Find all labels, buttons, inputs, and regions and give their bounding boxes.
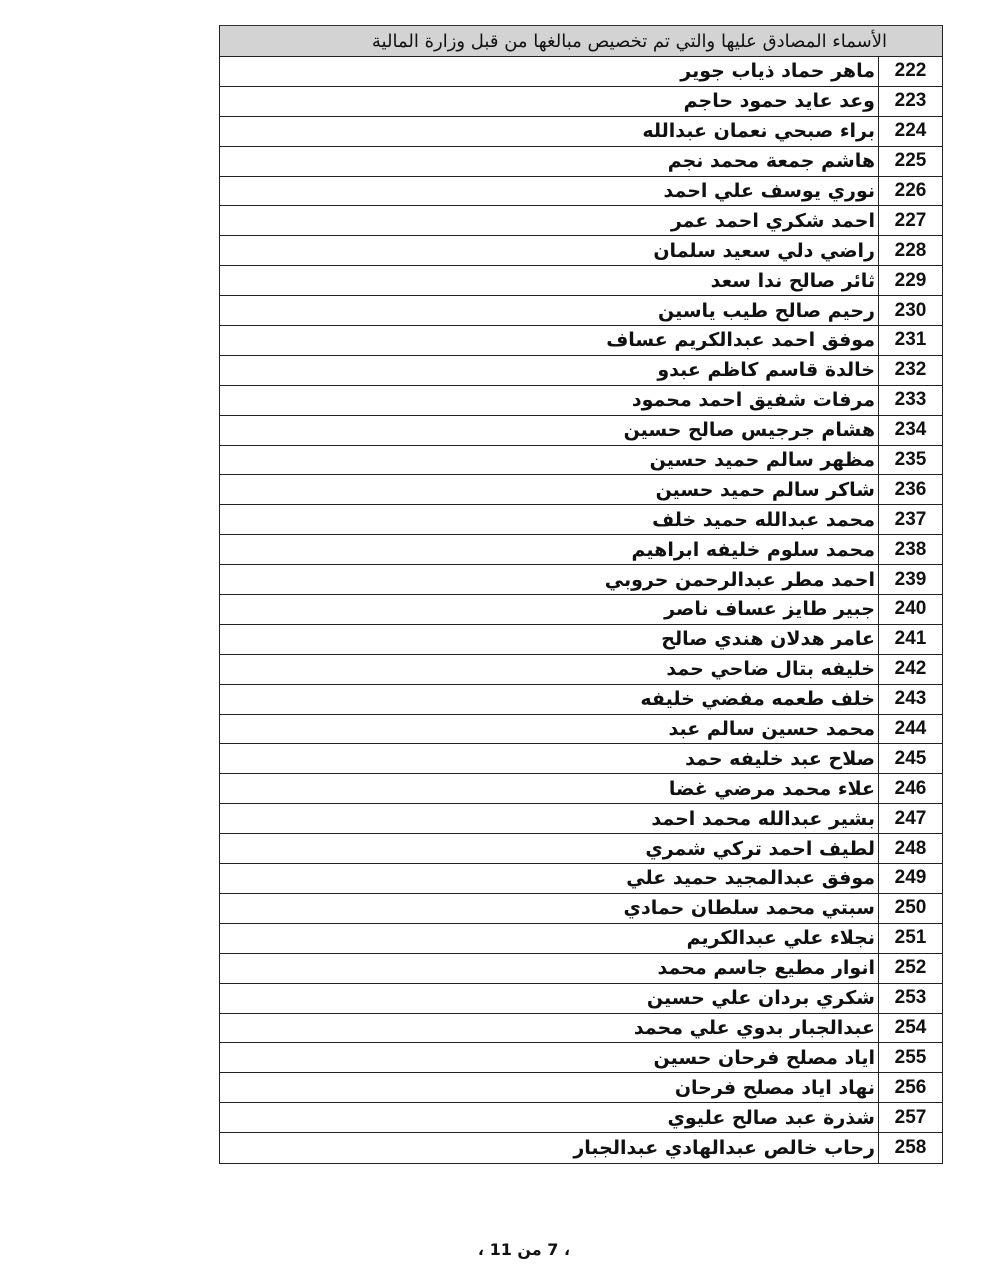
row-number: 243 — [878, 685, 942, 714]
person-name: نوري يوسف علي احمد — [663, 180, 875, 202]
table-row — [220, 565, 942, 595]
row-number: 233 — [878, 386, 942, 415]
row-number: 252 — [878, 954, 942, 983]
table-row — [220, 954, 942, 984]
row-number: 256 — [878, 1073, 942, 1102]
person-name: خليفه بتال ضاحي حمد — [666, 658, 875, 681]
person-name: موفق احمد عبدالكريم عساف — [606, 329, 875, 352]
table-row — [220, 386, 942, 416]
table-row — [220, 505, 942, 535]
row-number: 226 — [878, 177, 942, 206]
table-row — [220, 864, 942, 894]
row-number: 257 — [878, 1103, 942, 1132]
row-number: 235 — [878, 446, 942, 475]
table-row — [220, 894, 942, 924]
row-number: 227 — [878, 206, 942, 235]
person-name: بشير عبدالله محمد احمد — [651, 807, 875, 830]
row-number: 246 — [878, 774, 942, 803]
row-number: 253 — [878, 984, 942, 1013]
person-name: علاء محمد مرضي غضا — [668, 777, 875, 800]
person-name: اياد مصلح فرحان حسين — [653, 1046, 875, 1069]
table-row — [220, 1073, 942, 1103]
table-row — [220, 655, 942, 685]
table-row — [220, 236, 942, 266]
table-row — [220, 206, 942, 236]
person-name: احمد مطر عبدالرحمن حروبي — [604, 568, 875, 591]
table-row — [220, 744, 942, 774]
table-row — [220, 1103, 942, 1133]
table-body — [220, 57, 942, 1163]
table-row — [220, 1014, 942, 1044]
person-name: رحاب خالص عبدالهادي عبدالجبار — [573, 1137, 875, 1159]
table-row — [220, 147, 942, 177]
person-name: رحيم صالح طيب ياسين — [657, 299, 875, 322]
row-number: 237 — [878, 505, 942, 534]
table-row — [220, 595, 942, 625]
row-number: 250 — [878, 894, 942, 923]
table-title: الأسماء المصادق عليها والتي تم تخصيص مبالغها من قبل وزارة المالية — [220, 26, 942, 57]
person-name: ثائر صالح ندا سعد — [710, 269, 875, 292]
table-row — [220, 326, 942, 356]
row-number: 245 — [878, 744, 942, 773]
person-name: شذرة عبد صالح عليوي — [667, 1106, 875, 1129]
table-row — [220, 296, 942, 326]
table-row — [220, 446, 942, 476]
table-row — [220, 625, 942, 655]
table-row — [220, 87, 942, 117]
page-number: ، 7 من 11 ، — [477, 1240, 571, 1259]
row-number: 224 — [878, 117, 942, 146]
row-number: 222 — [878, 57, 942, 86]
table-row — [220, 715, 942, 745]
person-name: انوار مطيع جاسم محمد — [657, 957, 875, 980]
row-number: 248 — [878, 834, 942, 863]
person-name: ماهر حماد ذياب جوير — [680, 60, 875, 83]
row-number: 231 — [878, 326, 942, 355]
row-number: 234 — [878, 416, 942, 445]
row-number: 255 — [878, 1043, 942, 1072]
person-name: هشام جرجيس صالح حسين — [623, 419, 875, 442]
row-number: 240 — [878, 595, 942, 624]
person-name: عبدالجبار بدوي علي محمد — [633, 1016, 875, 1039]
table-row — [220, 117, 942, 147]
person-name: نجلاء علي عبدالكريم — [686, 927, 875, 950]
person-name: جبير طايز عساف ناصر — [664, 598, 875, 621]
person-name: سبتي محمد سلطان حمادي — [623, 897, 875, 920]
row-number: 225 — [878, 147, 942, 176]
person-name: براء صبحي نعمان عبدالله — [642, 120, 875, 143]
table-row — [220, 535, 942, 565]
row-number: 242 — [878, 655, 942, 684]
row-number: 230 — [878, 296, 942, 325]
person-name: شكري بردان علي حسين — [646, 987, 875, 1010]
table-row — [220, 266, 942, 296]
row-number: 238 — [878, 535, 942, 564]
person-name: محمد سلوم خليفه ابراهيم — [631, 538, 875, 561]
person-name: لطيف احمد تركي شمري — [645, 837, 875, 860]
table-row — [220, 774, 942, 804]
row-number: 228 — [878, 236, 942, 265]
person-name: احمد شكري احمد عمر — [670, 209, 875, 232]
person-name: هاشم جمعة محمد نجم — [667, 150, 875, 173]
row-number: 247 — [878, 804, 942, 833]
row-number: 249 — [878, 864, 942, 893]
row-number: 239 — [878, 565, 942, 594]
row-number: 254 — [878, 1014, 942, 1043]
table-row — [220, 804, 942, 834]
person-name: محمد حسين سالم عبد — [668, 718, 875, 741]
table-row — [220, 416, 942, 446]
row-number: 251 — [878, 924, 942, 953]
person-name: وعد عايد حمود حاجم — [683, 90, 875, 113]
person-name: مرفات شفيق احمد محمود — [631, 389, 875, 412]
person-name: صلاح عبد خليفه حمد — [685, 747, 875, 770]
table-row — [220, 177, 942, 207]
person-name: عامر هدلان هندي صالح — [661, 628, 875, 651]
table-row — [220, 475, 942, 505]
row-number: 244 — [878, 715, 942, 744]
table-row — [220, 685, 942, 715]
table-row — [220, 1133, 942, 1163]
person-name: مظهر سالم حميد حسين — [649, 449, 875, 472]
table-row — [220, 57, 942, 87]
table-row — [220, 924, 942, 954]
row-number: 232 — [878, 356, 942, 385]
row-number: 241 — [878, 625, 942, 654]
person-name: خلف طعمه مفضي خليفه — [640, 688, 875, 711]
table-row — [220, 834, 942, 864]
row-number: 223 — [878, 87, 942, 116]
row-number: 258 — [878, 1133, 942, 1163]
person-name: محمد عبدالله حميد خلف — [652, 508, 875, 531]
person-name: نهاد اياد مصلح فرحان — [674, 1076, 875, 1099]
person-name: خالدة قاسم كاظم عبدو — [657, 359, 875, 382]
table-row — [220, 356, 942, 386]
person-name: موفق عبدالمجيد حميد علي — [626, 867, 875, 890]
names-table — [219, 25, 943, 1164]
person-name: شاكر سالم حميد حسين — [655, 478, 875, 501]
row-number: 236 — [878, 475, 942, 504]
table-row — [220, 984, 942, 1014]
row-number: 229 — [878, 266, 942, 295]
table-row — [220, 1043, 942, 1073]
person-name: راضي دلي سعيد سلمان — [653, 239, 875, 262]
